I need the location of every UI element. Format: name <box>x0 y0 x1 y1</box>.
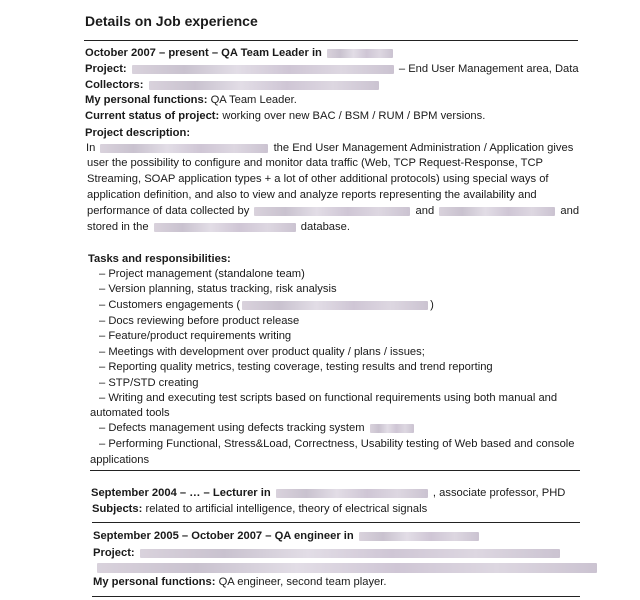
redacted-tracker <box>370 424 414 433</box>
job2-subjects-line <box>92 502 427 516</box>
job2-subjects-label: Subjects: <box>92 503 143 515</box>
task-customers-close: ) <box>430 299 434 311</box>
redacted-product <box>100 144 268 153</box>
job1-functions-value: QA Team Leader. <box>210 94 297 106</box>
job3-period-line <box>93 529 481 543</box>
desc-line6a: stored in the <box>87 221 149 233</box>
desc-line5c: and <box>560 205 580 217</box>
task-item-defects <box>99 421 416 435</box>
task-item-customers <box>99 298 434 312</box>
divider <box>84 40 578 41</box>
job1-collectors-line <box>85 78 381 92</box>
redacted-line <box>97 563 597 573</box>
job1-status-value: working over new BAC / BSM / RUM / BPM versions. <box>222 110 486 122</box>
desc-line1-text: the End User Management Administration / Application gives <box>273 142 574 154</box>
job2-period-line <box>91 486 565 500</box>
redacted-project <box>140 549 560 558</box>
redacted-company <box>359 532 479 541</box>
tasks-label: Tasks and responsibilities: <box>88 253 231 265</box>
job1-status-line <box>85 109 485 123</box>
job3-functions-label: My personal functions: <box>93 576 216 588</box>
job2-subjects-value: related to artificial intelligence, theory of electrical signals <box>145 503 428 515</box>
task-customers-text: – Customers engagements ( <box>99 299 241 311</box>
task-item: – STP/STD creating <box>99 377 199 389</box>
task-item: – Meetings with development over product quality / plans / issues; <box>99 346 425 358</box>
redacted-company <box>327 49 393 58</box>
job1-desc-line4: application definition, and also to view and analyze reports representing the availability and <box>87 189 537 201</box>
redacted-customers <box>242 301 428 310</box>
divider <box>92 596 580 597</box>
job2-period: September 2004 – … – Lecturer in <box>91 487 271 499</box>
job1-project-suffix: – End User Management area, Data <box>398 63 579 75</box>
redacted-collectors <box>149 81 379 90</box>
redacted-collector1 <box>254 207 410 216</box>
task-item: – Performing Functional, Stress&Load, Correctness, Usability testing of Web based and console <box>99 438 575 450</box>
desc-line6b: database. <box>300 221 350 233</box>
divider <box>90 470 580 471</box>
job1-desc-label: Project description: <box>85 127 191 139</box>
task-item: – Reporting quality metrics, testing coverage, testing results and trend reporting <box>99 361 493 373</box>
redacted-collector2 <box>439 207 555 216</box>
job1-project-line <box>85 62 579 76</box>
divider <box>92 522 580 523</box>
job1-desc-line5 <box>87 204 579 218</box>
task-item: – Version planning, status tracking, risk analysis <box>99 283 337 295</box>
job1-collectors-label: Collectors: <box>85 79 144 91</box>
job1-functions-label: My personal functions: <box>85 94 208 106</box>
job1-period <box>85 46 395 60</box>
job3-period: September 2005 – October 2007 – QA engineer in <box>93 530 354 542</box>
job1-desc-line6 <box>87 220 350 234</box>
job3-functions-value: QA engineer, second team player. <box>218 576 387 588</box>
job3-project-label: Project: <box>93 547 135 559</box>
task-item-continued: automated tools <box>90 407 170 419</box>
job2-period-suffix: , associate professor, PHD <box>432 487 566 499</box>
job1-desc-line1 <box>86 141 573 155</box>
desc-line5a: performance of data collected by <box>87 205 250 217</box>
job1-desc-line2: user the possibility to configure and monitor data traffic (Web, TCP Request-Response, TCP <box>87 157 544 169</box>
task-item-continued: applications <box>90 454 150 466</box>
page-title: Details on Job experience <box>85 13 258 29</box>
job1-period-text: October 2007 – present – QA Team Leader in <box>85 47 322 59</box>
redacted-university <box>276 489 428 498</box>
task-defects-text: – Defects management using defects tracking system <box>99 422 365 434</box>
task-item: – Feature/product requirements writing <box>99 330 292 342</box>
desc-line5b: and <box>415 205 435 217</box>
redacted-project <box>132 65 394 74</box>
job1-project-label: Project: <box>85 63 127 75</box>
task-item: – Project management (standalone team) <box>99 268 305 280</box>
job1-functions-line <box>85 93 297 107</box>
job1-status-label: Current status of project: <box>85 110 220 122</box>
task-item: – Docs reviewing before product release <box>99 315 300 327</box>
task-item: – Writing and executing test scripts based on functional requirements using both manual and <box>99 392 558 404</box>
job3-functions-line <box>93 575 386 589</box>
job1-desc-line3: Streaming, SOAP application types + a lot of other additional protocols) using special ways of <box>87 173 549 185</box>
job3-project-line <box>93 546 562 560</box>
redacted-database <box>154 223 296 232</box>
desc-in: In <box>86 142 96 154</box>
